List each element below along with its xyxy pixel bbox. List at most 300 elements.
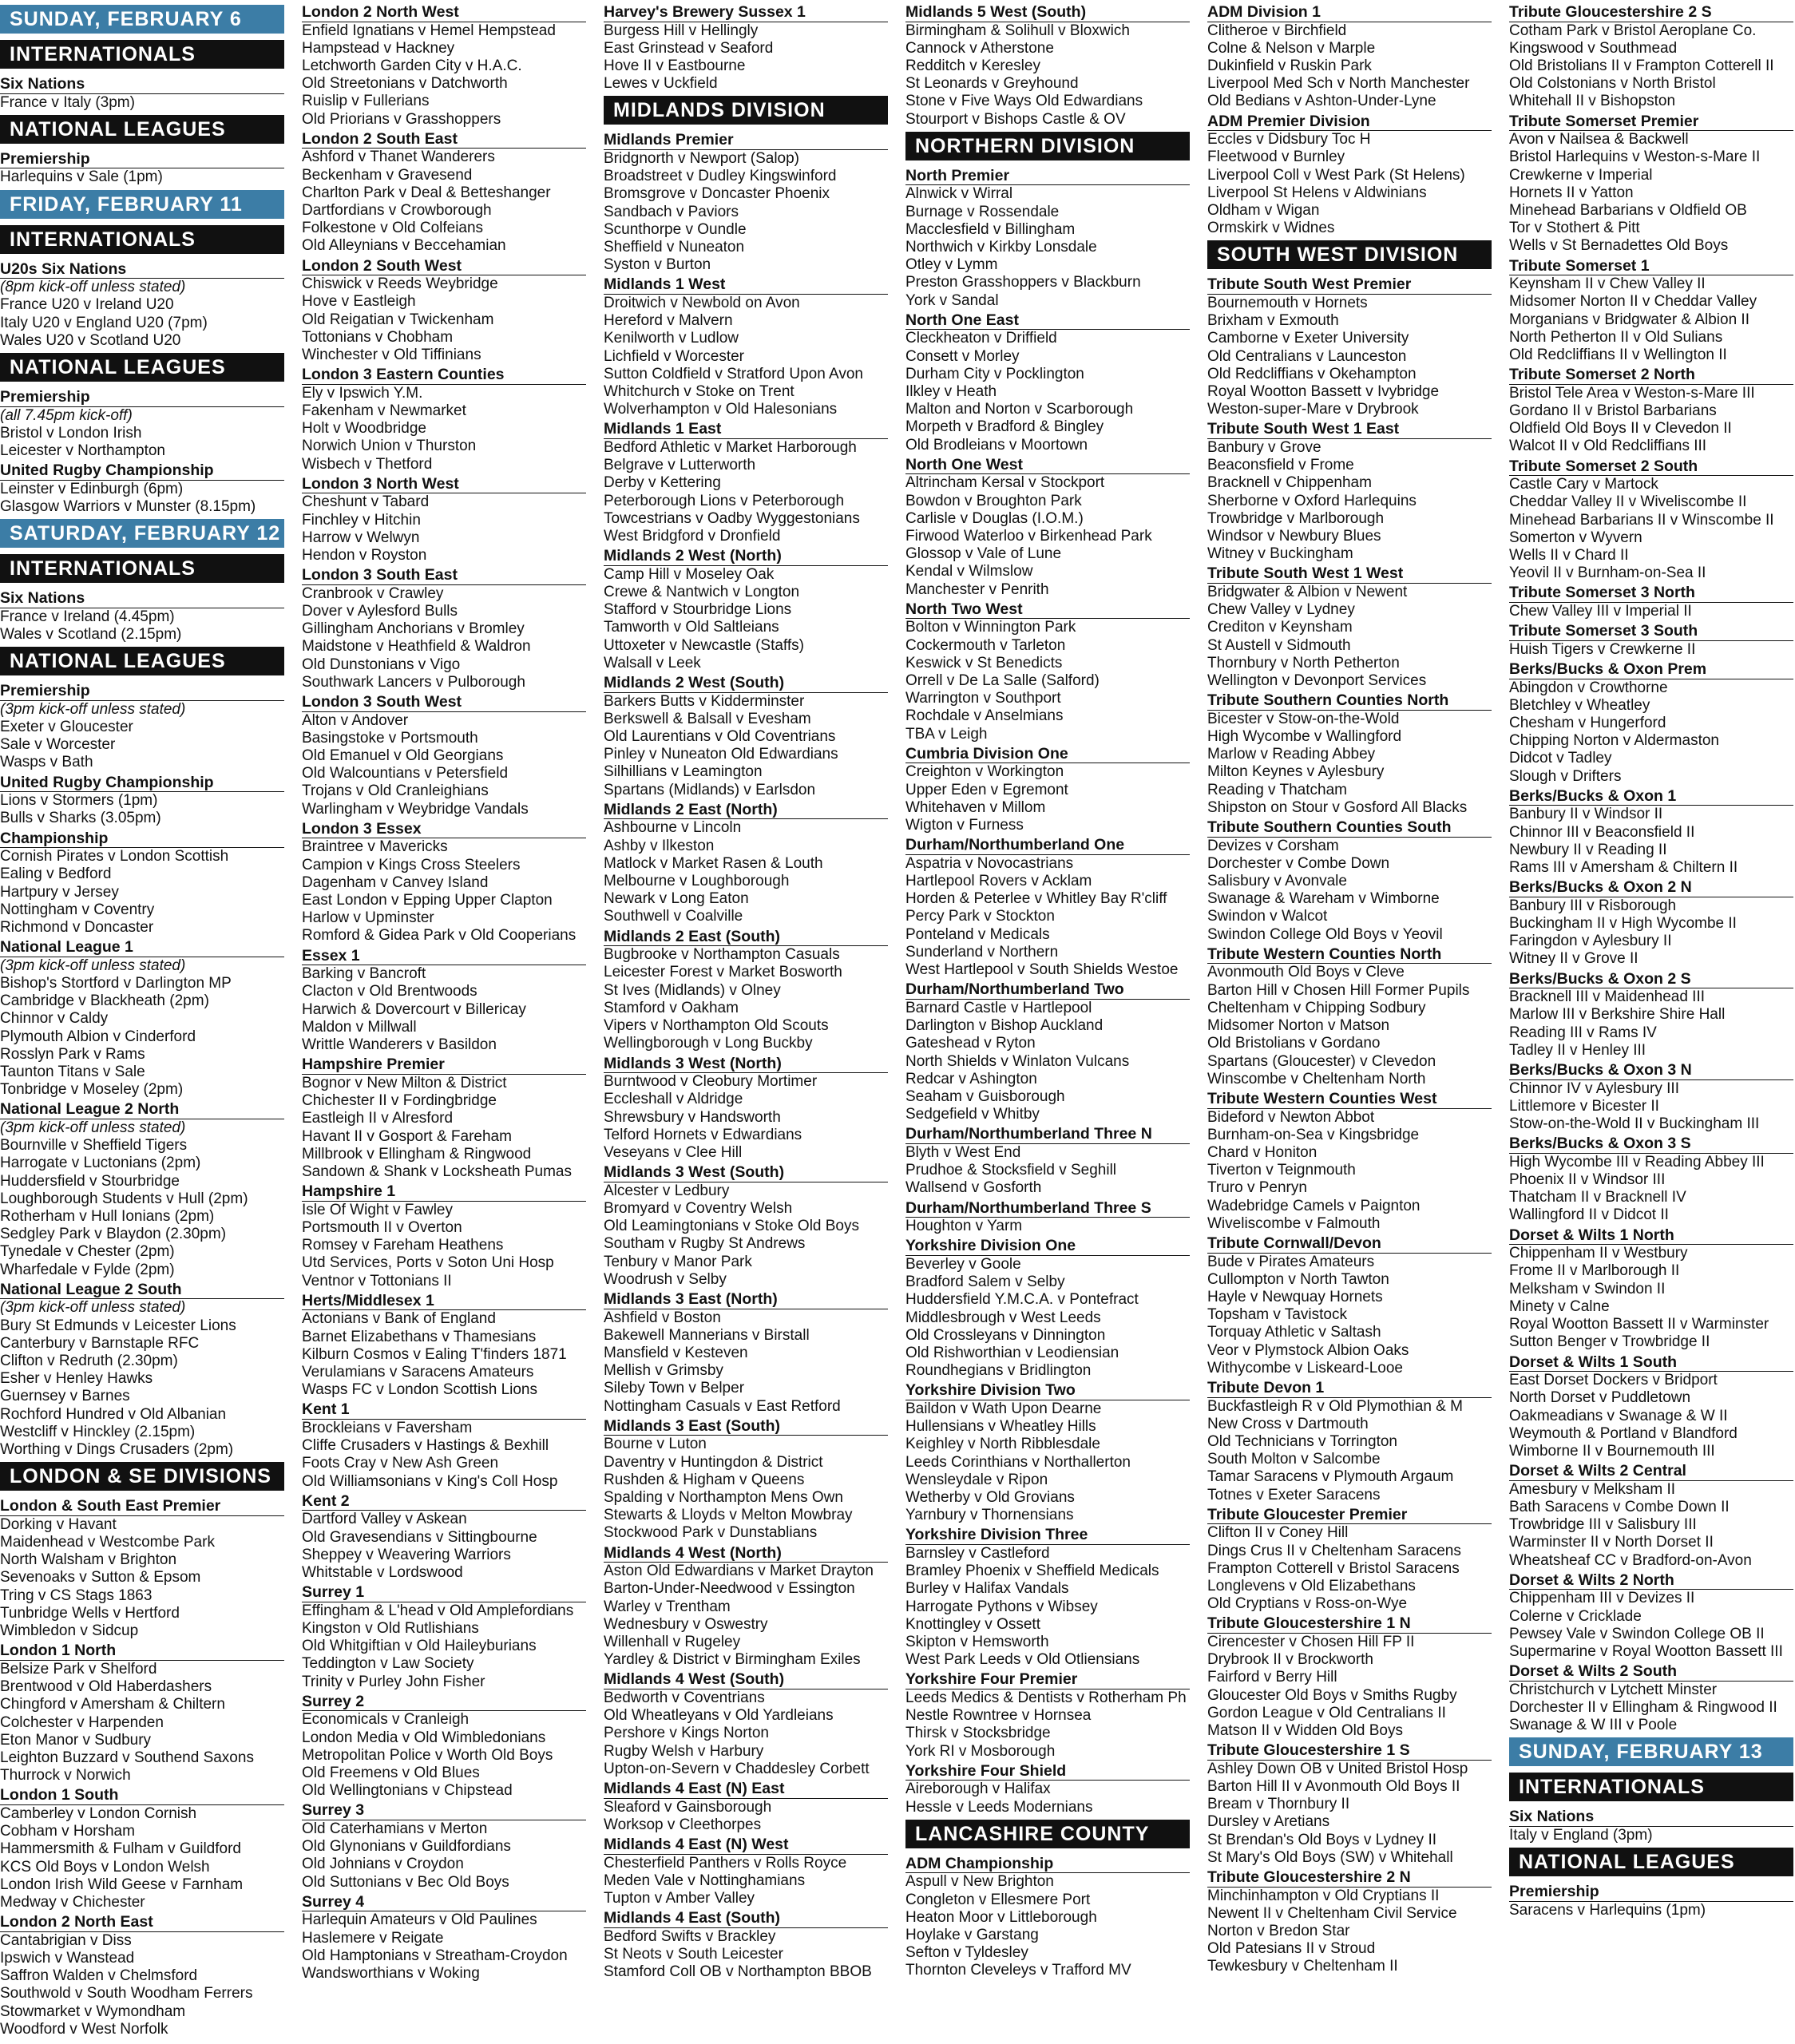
competition-heading: North Premier <box>905 167 1190 186</box>
fixture: Italy v England (3pm) <box>1509 1826 1653 1844</box>
fixture: Aston Old Edwardians v Market Drayton <box>604 1563 874 1580</box>
fixture: Trinity v Purley John Fisher <box>302 1673 485 1690</box>
fixture: Upper Eden v Egremont <box>905 781 1068 798</box>
competition-heading: United Rugby Championship <box>0 774 284 793</box>
fixture: Sedgefield v Whitby <box>905 1106 1040 1123</box>
fixture: Holt v Woodbridge <box>302 420 426 438</box>
kickoff-note: (3pm kick-off unless stated) <box>0 700 186 718</box>
fixture: Faringdon v Aylesbury II <box>1509 933 1672 950</box>
fixture: Leicester Forest v Market Bosworth <box>604 964 842 981</box>
fixture: St Leonards v Greyhound <box>905 75 1079 93</box>
fixture: Stowmarket v Wymondham <box>0 2002 186 2020</box>
fixture: Rotherham v Hull Ionians (2pm) <box>0 1208 215 1226</box>
competition-heading: Surrey 1 <box>302 1583 586 1602</box>
fixture: Redditch v Keresley <box>905 57 1040 74</box>
fixture: Burnage v Rossendale <box>905 203 1060 220</box>
fixture: Sale v Worcester <box>0 736 116 754</box>
competition-heading: Tribute Somerset 2 South <box>1509 458 1793 477</box>
fixture: Old Priorians v Grasshoppers <box>302 110 501 128</box>
fixture: Lions v Stormers (1pm) <box>0 792 158 810</box>
competition-heading: North One East <box>905 311 1190 331</box>
fixture: North Shields v Winlaton Vulcans <box>905 1052 1130 1070</box>
fixture: Hampstead v Hackney <box>302 39 455 57</box>
fixture: Bream v Thornbury II <box>1207 1796 1350 1813</box>
fixture: Witney II v Grove II <box>1509 950 1638 968</box>
fixture: Warrington v Southport <box>905 690 1061 707</box>
fixture: Richmond v Doncaster <box>0 919 154 937</box>
fixture: Cullompton v North Tawton <box>1207 1270 1389 1288</box>
date-banner: FRIDAY, FEBRUARY 11 <box>0 190 284 219</box>
competition-heading: London & South East Premier <box>0 1497 284 1516</box>
fixture: Norton v Bredon Star <box>1207 1922 1350 1939</box>
fixture: Worksop v Cleethorpes <box>604 1816 762 1833</box>
fixture: Wigton v Furness <box>905 817 1024 834</box>
fixture: West Bridgford v Dronfield <box>604 528 781 545</box>
competition-heading: Berks/Bucks & Oxon 1 <box>1509 787 1793 806</box>
fixture: Wiveliscombe v Falmouth <box>1207 1214 1381 1232</box>
fixture: Harlequin Amateurs v Old Paulines <box>302 1911 537 1929</box>
fixture: Bicester v Stow-on-the-Wold <box>1207 710 1400 727</box>
fixture: Burley v Halifax Vandals <box>905 1580 1069 1598</box>
fixture: Bridgwater & Albion v Newent <box>1207 584 1408 601</box>
competition-heading: Dorset & Wilts 2 Central <box>1509 1462 1793 1481</box>
fixture: Cambridge v Blackheath (2pm) <box>0 992 209 1010</box>
fixture: Cranbrook v Crawley <box>302 584 444 602</box>
fixture: Thornton Cleveleys v Trafford MV <box>905 1962 1131 1979</box>
fixture: Sunderland v Northern <box>905 943 1059 961</box>
fixture: Wimbledon v Sidcup <box>0 1622 139 1640</box>
competition-heading: Berks/Bucks & Oxon Prem <box>1509 660 1793 679</box>
competition-heading: Midlands 4 East (N) West <box>604 1836 888 1855</box>
fixtures-column-6 <box>1509 0 1793 2044</box>
competition-heading: Championship <box>0 830 284 849</box>
fixture: Beaconsfield v Frome <box>1207 457 1354 474</box>
competition-heading: London 3 North West <box>302 475 586 494</box>
fixture: Harwich & Dovercourt v Billericay <box>302 1000 526 1018</box>
fixture: Ipswich v Wanstead <box>0 1949 135 1967</box>
fixture: York RI v Mosborough <box>905 1742 1056 1760</box>
fixture: Stow-on-the-Wold II v Buckingham III <box>1509 1115 1760 1133</box>
competition-heading: Durham/Northumberland Three S <box>905 1199 1190 1218</box>
fixture: Morganians v Bridgwater & Albion II <box>1509 311 1749 328</box>
competition-heading: Yorkshire Four Premier <box>905 1670 1190 1689</box>
competition-heading: London 2 North West <box>302 3 586 22</box>
competition-heading: Tribute Southern Counties South <box>1207 818 1492 838</box>
fixture: Sleaford v Gainsborough <box>604 1798 772 1816</box>
fixture: Heaton Moor v Littleborough <box>905 1908 1097 1926</box>
fixture: Yardley & District v Birmingham Exiles <box>604 1651 861 1669</box>
fixture: Nottingham v Coventry <box>0 901 155 918</box>
fixture: Congleton v Ellesmere Port <box>905 1891 1091 1908</box>
competition-heading: Tribute Western Counties West <box>1207 1090 1492 1109</box>
competition-heading: Premiership <box>1509 1883 1793 1902</box>
fixture: Thirsk v Stocksbridge <box>905 1725 1051 1742</box>
fixture: Millbrook v Ellingham & Ringwood <box>302 1145 532 1163</box>
competition-heading: North Two West <box>905 600 1190 620</box>
fixture: Percy Park v Stockton <box>905 908 1055 925</box>
fixture: Stafford v Stourbridge Lions <box>604 601 792 619</box>
fixture: Matson II v Widden Old Boys <box>1207 1721 1403 1739</box>
fixture: Orrell v De La Salle (Salford) <box>905 672 1100 690</box>
fixture: Hartpury v Jersey <box>0 883 119 901</box>
kickoff-note: (3pm kick-off unless stated) <box>0 1299 186 1317</box>
fixture: Mansfield v Kesteven <box>604 1344 748 1361</box>
fixture: Hullensians v Wheatley Hills <box>905 1418 1096 1436</box>
fixture: Bedford Swifts v Brackley <box>604 1927 776 1945</box>
fixture: Kingston v Old Rutlishians <box>302 1619 479 1637</box>
competition-heading: Premiership <box>0 150 284 169</box>
fixture: Saffron Walden v Chelmsford <box>0 1967 198 1985</box>
fixture: Wharfedale v Fylde (2pm) <box>0 1261 175 1278</box>
fixture: Dursley v Aretians <box>1207 1813 1330 1831</box>
section-banner: NATIONAL LEAGUES <box>0 647 284 675</box>
kickoff-note: (8pm kick-off unless stated) <box>0 279 186 296</box>
fixture: Knottingley v Ossett <box>905 1615 1040 1633</box>
fixture: Weymouth & Portland v Blandford <box>1509 1424 1738 1442</box>
fixture: Ponteland v Medicals <box>905 925 1050 943</box>
fixture: Chingford v Amersham & Chiltern <box>0 1696 225 1713</box>
fixture: Hendon v Royston <box>302 547 427 564</box>
fixture: Dorchester v Combe Down <box>1207 854 1390 872</box>
fixture: Lichfield v Worcester <box>604 347 744 365</box>
fixture: Tenbury v Manor Park <box>604 1253 752 1270</box>
fixture: Frome II v Marlborough II <box>1509 1262 1680 1280</box>
fixture: Camp Hill v Moseley Oak <box>604 565 775 583</box>
competition-heading: London 3 South East <box>302 566 586 585</box>
fixture: Stone v Five Ways Old Edwardians <box>905 93 1143 110</box>
competition-heading: ADM Premier Division <box>1207 113 1492 132</box>
fixture: Old Bristolians v Gordano <box>1207 1035 1381 1052</box>
fixture: Colchester v Harpenden <box>0 1713 164 1731</box>
fixture: Keynsham II v Chew Valley II <box>1509 275 1706 293</box>
fixture: Hereford v Malvern <box>604 312 733 330</box>
fixture: Leinster v Edinburgh (6pm) <box>0 480 184 497</box>
fixture: Vipers v Northampton Old Scouts <box>604 1017 829 1035</box>
fixture: Wadebridge Camels v Paignton <box>1207 1197 1421 1214</box>
fixture: Maidenhead v Westcombe Park <box>0 1534 215 1551</box>
competition-heading: Tribute Gloucestershire 2 N <box>1207 1868 1492 1888</box>
fixture: Old Freemens v Old Blues <box>302 1764 480 1781</box>
section-banner: INTERNATIONALS <box>0 554 284 583</box>
competition-heading: Yorkshire Division Three <box>905 1526 1190 1545</box>
competition-heading: Tribute Gloucestershire 2 S <box>1509 3 1793 22</box>
competition-heading: Midlands 3 East (North) <box>604 1290 888 1309</box>
competition-heading: Tribute Cornwall/Devon <box>1207 1234 1492 1254</box>
fixture: Finchley v Hitchin <box>302 511 421 529</box>
fixture: Stamford Coll OB v Northampton BBOB <box>604 1963 872 1981</box>
competition-heading: Dorset & Wilts 2 South <box>1509 1662 1793 1682</box>
fixture: Whitehaven v Millom <box>905 798 1046 816</box>
fixture: Dings Crus II v Cheltenham Saracens <box>1207 1542 1461 1559</box>
fixture: Midsomer Norton v Matson <box>1207 1017 1390 1035</box>
fixture: Old Crossleyans v Dinnington <box>905 1326 1106 1344</box>
fixture: Somerton v Wyvern <box>1509 529 1642 546</box>
fixture: Havant II v Gosport & Fareham <box>302 1127 512 1145</box>
fixture: Yeovil II v Burnham-on-Sea II <box>1509 564 1706 582</box>
fixture: Stockwood Park v Dunstablians <box>604 1524 818 1542</box>
fixture: Chinnor IV v Aylesbury III <box>1509 1079 1679 1097</box>
competition-heading: Yorkshire Four Shield <box>905 1762 1190 1781</box>
fixture: Huddersfield v Stourbridge <box>0 1172 180 1190</box>
fixture: Minehead Barbarians v Oldfield OB <box>1509 202 1747 220</box>
fixture: Royal Wootton Bassett II v Warminster <box>1509 1316 1769 1333</box>
fixture: Cleckheaton v Driffield <box>905 330 1057 347</box>
fixture: Supermarine v Royal Wootton Bassett III <box>1509 1642 1783 1660</box>
fixture: Ely v Ipswich Y.M. <box>302 384 423 402</box>
fixture: Isle Of Wight v Fawley <box>302 1201 453 1218</box>
fixture: Dorchester II v Ellingham & Ringwood II <box>1509 1698 1777 1716</box>
fixture: Old Dunstonians v Vigo <box>302 656 461 673</box>
fixture: Kenilworth v Ludlow <box>604 330 739 347</box>
fixture: Daventry v Huntingdon & District <box>604 1453 823 1471</box>
fixture: Old Hamptonians v Streatham-Croydon <box>302 1947 568 1964</box>
fixture: Thurrock v Norwich <box>0 1767 131 1785</box>
fixture: Dukinfield v Ruskin Park <box>1207 57 1372 74</box>
fixture: Pershore v Kings Norton <box>604 1725 769 1742</box>
fixture: Old Rishworthian v Leodiensian <box>905 1344 1119 1361</box>
fixture: Plymouth Albion v Cinderford <box>0 1028 196 1045</box>
fixture: Barking v Bancroft <box>302 965 426 983</box>
fixture: West Park Leeds v Old Otliensians <box>905 1651 1140 1669</box>
fixture: Utd Services, Ports v Soton Uni Hosp <box>302 1254 554 1272</box>
fixture: Colne & Nelson v Marple <box>1207 39 1376 57</box>
fixture: Kingswood v Southmead <box>1509 39 1678 57</box>
fixture: Cantabrigian v Diss <box>0 1931 132 1949</box>
fixture: Verulamians v Saracens Amateurs <box>302 1363 534 1380</box>
fixture: Minety v Calne <box>1509 1297 1610 1315</box>
fixture: St Ives (Midlands) v Olney <box>604 981 781 999</box>
competition-heading: Midlands 2 West (North) <box>604 547 888 566</box>
fixture: Bedworth v Coventrians <box>604 1689 765 1706</box>
fixture: Sandown & Shank v Locksheath Pumas <box>302 1163 572 1180</box>
competition-heading: Midlands 2 West (South) <box>604 674 888 693</box>
fixture: Canterbury v Barnstaple RFC <box>0 1334 200 1352</box>
fixture: Eton Manor v Sudbury <box>0 1731 152 1749</box>
fixture: Old Gravesendians v Sittingbourne <box>302 1528 537 1546</box>
fixture: Tunbridge Wells v Hertford <box>0 1604 180 1622</box>
fixture: Beverley v Goole <box>905 1255 1021 1273</box>
fixture: Hammersmith & Fulham v Guildford <box>0 1840 241 1858</box>
fixture: Newbury II v Reading II <box>1509 841 1667 858</box>
fixture: Oldham v Wigan <box>1207 202 1320 220</box>
fixture: Foots Cray v New Ash Green <box>302 1455 499 1472</box>
fixture: Wetherby v Old Grovians <box>905 1488 1075 1506</box>
fixture: Whitstable v Lordswood <box>302 1563 463 1581</box>
fixture: Bristol Harlequins v Weston-s-Mare II <box>1509 149 1761 166</box>
fixture: Bakewell Mannerians v Birstall <box>604 1326 810 1344</box>
fixture: Pewsey Vale v Swindon College OB II <box>1509 1625 1765 1642</box>
fixture: Swindon College Old Boys v Yeovil <box>1207 925 1443 943</box>
fixture: Longlevens v Old Elizabethans <box>1207 1577 1416 1594</box>
fixture: Oakmeadians v Swanage & W II <box>1509 1407 1728 1424</box>
fixture: Old Brodleians v Moortown <box>905 436 1088 454</box>
fixture: Pinley v Nuneaton Old Edwardians <box>604 746 838 763</box>
fixture: Wales U20 v Scotland U20 <box>0 331 181 349</box>
fixture: Scunthorpe v Oundle <box>604 220 747 238</box>
fixture: Chesham v Hungerford <box>1509 715 1666 732</box>
fixtures-column-3 <box>604 0 888 2044</box>
fixture: Rams III v Amersham & Chiltern II <box>1509 859 1738 877</box>
kickoff-note: (3pm kick-off unless stated) <box>0 1119 186 1137</box>
fixture: Leighton Buzzard v Southend Saxons <box>0 1749 254 1766</box>
fixture: Christchurch v Lytchett Minster <box>1509 1681 1718 1698</box>
fixture: Avon v Nailsea & Backwell <box>1509 131 1689 149</box>
section-banner: LANCASHIRE COUNTY <box>905 1820 1190 1848</box>
fixture: Matlock v Market Rasen & Louth <box>604 854 823 872</box>
fixture: Clacton v Old Brentwoods <box>302 983 477 1000</box>
fixture: Eccleshall v Aldridge <box>604 1091 743 1108</box>
fixture: Altrincham Kersal v Stockport <box>905 474 1105 492</box>
fixture: Cheltenham v Chipping Sodbury <box>1207 999 1426 1016</box>
fixture: Esher v Henley Hawks <box>0 1370 153 1388</box>
competition-heading: Tribute Gloucestershire 1 S <box>1207 1741 1492 1761</box>
fixture: Salisbury v Avonvale <box>1207 873 1347 890</box>
fixture: Mellish v Grimsby <box>604 1362 723 1380</box>
fixture: Wells II v Chard II <box>1509 547 1629 564</box>
fixture: Middlesbrough v West Leeds <box>905 1309 1101 1326</box>
fixture: Chichester II v Fordingbridge <box>302 1092 497 1110</box>
fixture: Clifton II v Coney Hill <box>1207 1524 1349 1542</box>
fixture: Romsey v Fareham Heathens <box>302 1237 504 1254</box>
fixture: Liverpool Coll v West Park (St Helens) <box>1207 166 1465 184</box>
fixture: Harlow v Upminster <box>302 909 434 927</box>
fixture: Alton v Andover <box>302 711 409 729</box>
competition-heading: Tribute Western Counties North <box>1207 945 1492 965</box>
competition-heading: London 1 South <box>0 1786 284 1805</box>
fixture: Fleetwood v Burnley <box>1207 149 1345 166</box>
competition-heading: Midlands Premier <box>604 131 888 150</box>
fixture: Letchworth Garden City v H.A.C. <box>302 57 522 74</box>
fixture: Barnet Elizabethans v Thamesians <box>302 1328 537 1345</box>
fixture: Charlton Park v Deal & Betteshanger <box>302 184 551 201</box>
competition-heading: Tribute Devon 1 <box>1207 1379 1492 1398</box>
fixture: Basingstoke v Portsmouth <box>302 729 478 747</box>
fixture: Topsham v Tavistock <box>1207 1306 1347 1324</box>
fixture: Old Glynonians v Guildfordians <box>302 1838 511 1856</box>
fixture: Tor v Stothert & Pitt <box>1509 220 1640 237</box>
fixture: Withycombe v Liskeard-Looe <box>1207 1359 1403 1377</box>
fixture: Abingdon v Crowthorne <box>1509 679 1668 696</box>
fixture: Durham City v Pocklington <box>905 365 1084 382</box>
fixture: Burgess Hill v Hellingly <box>604 22 759 39</box>
fixture: Old Colstonians v North Bristol <box>1509 75 1716 93</box>
fixture: Trowbridge III v Salisbury III <box>1509 1516 1697 1534</box>
fixture: Rochford Hundred v Old Albanian <box>0 1405 227 1423</box>
fixture: Stamford v Oakham <box>604 999 739 1016</box>
fixture: Lewes v Uckfield <box>604 75 718 93</box>
competition-heading: Midlands 3 East (South) <box>604 1417 888 1436</box>
fixture: St Neots v South Leicester <box>604 1945 783 1963</box>
fixture: Sedgley Park v Blaydon (2.30pm) <box>0 1226 227 1243</box>
fixture: Actonians v Bank of England <box>302 1310 496 1328</box>
competition-heading: Six Nations <box>0 75 284 94</box>
fixture: Northwich v Kirkby Lonsdale <box>905 239 1097 256</box>
competition-heading: Midlands 3 West (South) <box>604 1163 888 1182</box>
fixture: Didcot v Tadley <box>1509 750 1612 767</box>
fixture: Huish Tigers v Crewkerne II <box>1509 640 1696 658</box>
fixture: Devizes v Corsham <box>1207 837 1339 854</box>
fixture: Houghton v Yarm <box>905 1218 1023 1235</box>
fixture: Old Bedians v Ashton-Under-Lyne <box>1207 93 1436 110</box>
fixture: Bridgnorth v Newport (Salop) <box>604 150 799 167</box>
fixture: Reading v Thatcham <box>1207 781 1347 798</box>
fixture: Loughborough Students v Hull (2pm) <box>0 1190 248 1207</box>
fixture: Dover v Aylesford Bulls <box>302 603 458 620</box>
fixture: Ruislip v Fullerians <box>302 93 430 110</box>
fixture: Chew Valley v Lydney <box>1207 601 1355 619</box>
fixture: Veor v Plymstock Albion Oaks <box>1207 1341 1409 1359</box>
fixture: Wensleydale v Ripon <box>905 1471 1048 1488</box>
fixture: Chinnor v Caldy <box>0 1010 109 1028</box>
fixture: Swindon v Walcot <box>1207 908 1328 925</box>
fixture: Old Emanuel v Old Georgians <box>302 747 504 765</box>
fixture: Rochdale v Anselmians <box>905 707 1064 725</box>
competition-heading: London 3 Essex <box>302 820 586 839</box>
fixture: Drybrook II v Brockworth <box>1207 1651 1373 1669</box>
fixture: Bowdon v Broughton Park <box>905 492 1082 509</box>
fixture: Cotham Park v Bristol Aeroplane Co. <box>1509 22 1757 39</box>
fixture: Harlequins v Sale (1pm) <box>0 168 163 186</box>
fixture: Nottingham Casuals v East Retford <box>604 1397 841 1415</box>
competition-heading: Midlands 4 East (N) East <box>604 1780 888 1799</box>
fixture: Bideford v Newton Abbot <box>1207 1108 1375 1126</box>
fixture: Ashford v Thanet Wanderers <box>302 149 495 166</box>
fixture: Ashbourne v Lincoln <box>604 819 742 837</box>
fixture: Upton-on-Severn v Chaddesley Corbett <box>604 1760 870 1777</box>
fixture: Stourport v Bishops Castle & OV <box>905 110 1126 128</box>
fixture: Bishop's Stortford v Darlington MP <box>0 975 232 992</box>
fixture: Romford & Gidea Park v Old Cooperians <box>302 927 577 945</box>
fixture: Tring v CS Stags 1863 <box>0 1586 153 1604</box>
fixture: Westcliff v Hinckley (2.15pm) <box>0 1423 196 1440</box>
fixture: Old Centralians v Launceston <box>1207 347 1407 365</box>
fixture: Harrogate v Luctonians (2pm) <box>0 1155 201 1172</box>
fixture: Telford Hornets v Edwardians <box>604 1126 802 1143</box>
fixture: Crewe & Nantwich v Longton <box>604 584 800 601</box>
fixture: Glasgow Warriors v Munster (8.15pm) <box>0 498 256 515</box>
fixture: Oldfield Old Boys II v Clevedon II <box>1509 420 1732 438</box>
fixture: Sevenoaks v Sutton & Epsom <box>0 1569 201 1586</box>
fixture: Wandsworthians v Woking <box>302 1964 480 1982</box>
fixture: Old Walcountians v Petersfield <box>302 765 509 782</box>
fixture: Broadstreet v Dudley Kingswinford <box>604 168 837 185</box>
competition-heading: London 2 South East <box>302 130 586 149</box>
fixture: Alcester v Ledbury <box>604 1182 730 1199</box>
fixture: Norwich Union v Thurston <box>302 438 477 455</box>
fixture: Chippenham III v Devizes II <box>1509 1590 1695 1607</box>
fixture: Morpeth v Bradford & Bingley <box>905 418 1104 436</box>
fixture: Teddington v Law Society <box>302 1655 474 1673</box>
fixture: Effingham & L'head v Old Amplefordians <box>302 1602 574 1619</box>
fixture: Trojans v Old Cranleighians <box>302 782 489 800</box>
fixture: Bournville v Sheffield Tigers <box>0 1137 188 1155</box>
fixture: Warlingham v Weybridge Vandals <box>302 800 529 818</box>
fixture: Wisbech v Thetford <box>302 455 433 473</box>
fixture: Droitwich v Newbold on Avon <box>604 295 800 312</box>
fixture: Derby v Kettering <box>604 474 721 492</box>
fixture: Malton and Norton v Scarborough <box>905 401 1134 418</box>
section-banner: INTERNATIONALS <box>1509 1773 1793 1801</box>
fixture: Reading III v Rams IV <box>1509 1024 1657 1041</box>
fixture: Kilburn Cosmos v Ealing T'finders 1871 <box>302 1345 567 1363</box>
competition-heading: Midlands 2 East (South) <box>604 928 888 947</box>
fixture: Maidstone v Heathfield & Waldron <box>302 638 531 656</box>
fixture: Wellington v Devonport Services <box>1207 672 1427 690</box>
fixture: Old Streetonians v Datchworth <box>302 75 508 93</box>
fixture: Melksham v Swindon II <box>1509 1280 1666 1297</box>
fixture: Sutton Coldfield v Stratford Upon Avon <box>604 365 863 382</box>
fixture: Leeds Corinthians v Northallerton <box>905 1453 1131 1471</box>
